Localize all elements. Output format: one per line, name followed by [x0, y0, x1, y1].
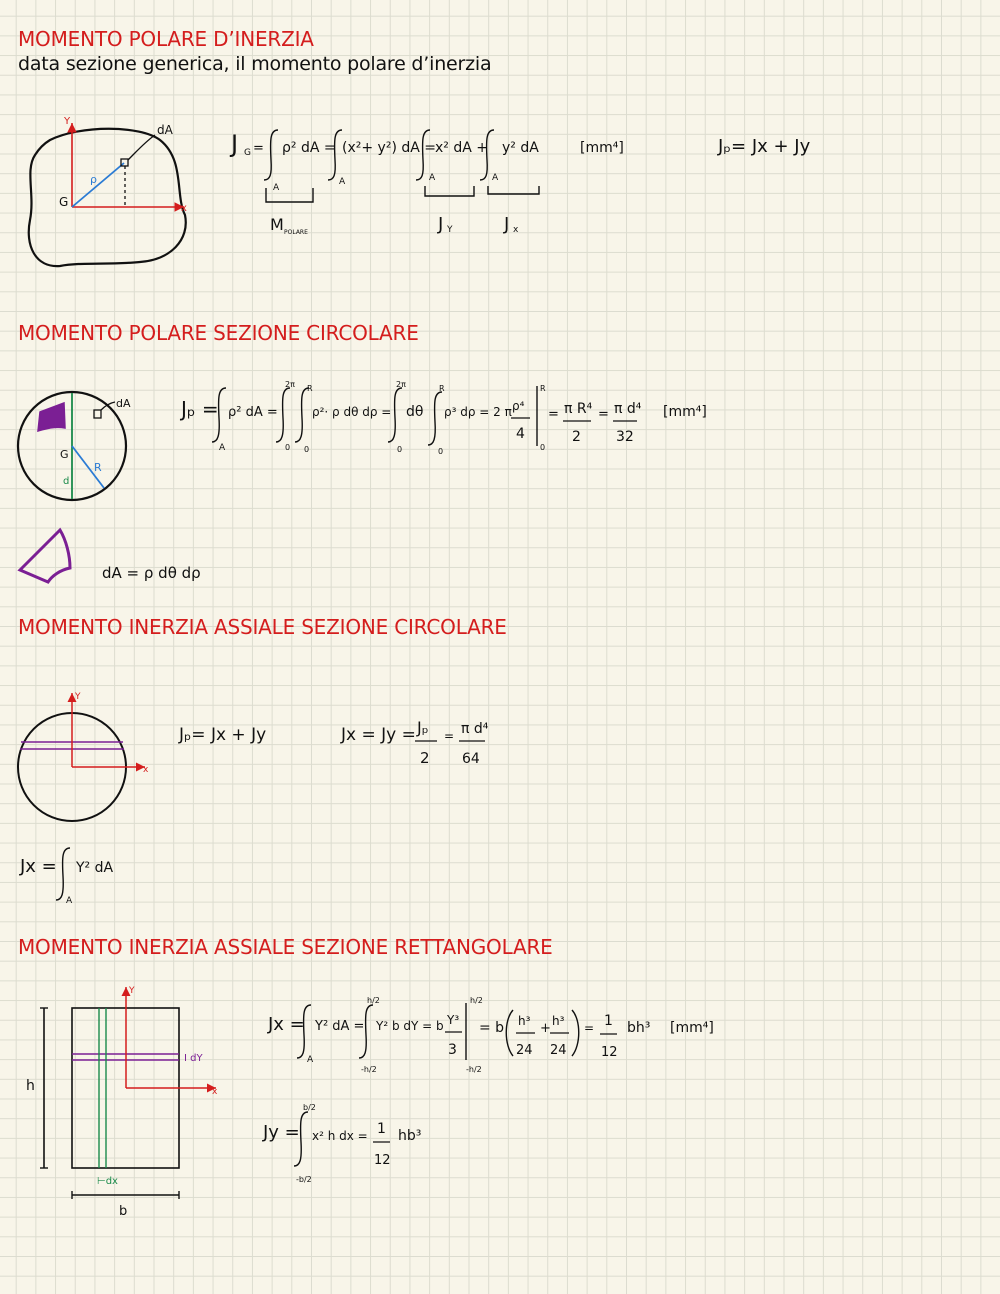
svg-text:0: 0: [438, 447, 444, 456]
svg-text:Y² b dY = b: Y² b dY = b: [376, 1019, 444, 1033]
svg-text:ρ³ dρ = 2 π: ρ³ dρ = 2 π: [444, 405, 512, 419]
svg-text:x² h dx =: x² h dx =: [312, 1129, 368, 1143]
svg-text:A: A: [66, 896, 73, 906]
axis-x-label: x: [181, 203, 187, 214]
svg-text:h/2: h/2: [367, 996, 380, 1005]
svg-text:A: A: [492, 173, 499, 183]
svg-text:h³: h³: [552, 1014, 565, 1028]
svg-text:=: =: [584, 1021, 595, 1035]
svg-text:12: 12: [601, 1045, 618, 1060]
svg-text:[mm⁴]: [mm⁴]: [580, 140, 624, 156]
axis-y-label: Y: [64, 116, 71, 127]
area-element-label: dA: [157, 123, 173, 137]
svg-text:Y: Y: [75, 692, 81, 702]
svg-text:Jₚ =: Jₚ =: [181, 397, 219, 421]
axial-circular-formula: [19, 718, 489, 906]
svg-text:Y: Y: [447, 225, 453, 235]
svg-text:Jx = Jy =: Jx = Jy =: [341, 725, 416, 745]
svg-text:-b/2: -b/2: [296, 1175, 312, 1184]
svg-text:h³: h³: [518, 1014, 531, 1028]
svg-text:=: =: [253, 141, 264, 156]
svg-text:2: 2: [420, 749, 430, 767]
svg-text:h/2: h/2: [470, 996, 483, 1005]
svg-text:POLARE: POLARE: [284, 229, 308, 236]
svg-text:A: A: [219, 443, 226, 453]
svg-text:ρ² dA =: ρ² dA =: [228, 405, 278, 420]
section-title-polar-moment: MOMENTO POLARE D’INERZIA: [18, 27, 314, 51]
svg-text:[mm⁴]: [mm⁴]: [663, 404, 707, 420]
svg-text:Jₚ: Jₚ: [417, 718, 429, 737]
svg-text:M: M: [270, 215, 284, 234]
svg-text:=: =: [548, 407, 559, 422]
svg-text:⊢dx: ⊢dx: [97, 1176, 118, 1187]
svg-text:(x²+ y²) dA =: (x²+ y²) dA =: [342, 140, 436, 156]
svg-text:ρ²· ρ dθ dρ =: ρ²· ρ dθ dρ =: [312, 405, 392, 419]
svg-text:bh³: bh³: [627, 1020, 651, 1036]
section-title-axial-circular: MOMENTO INERZIA ASSIALE SEZIONE CIRCOLARE: [18, 615, 507, 639]
svg-text:2π: 2π: [285, 380, 295, 389]
polar-circular-formula: [179, 380, 707, 456]
svg-text:= b: = b: [479, 1020, 505, 1036]
radius-label: ρ: [90, 173, 97, 186]
svg-text:Y² dA: Y² dA: [76, 860, 114, 876]
svg-text:4: 4: [516, 426, 525, 442]
area-element-definition: [20, 530, 201, 582]
svg-text:Jx =: Jx =: [268, 1014, 305, 1035]
axial-rectangular-formula-jx: [267, 996, 714, 1074]
svg-text:h: h: [26, 1078, 35, 1094]
svg-text:J: J: [504, 214, 510, 235]
svg-text:dA = ρ dθ dρ: dA = ρ dθ dρ: [102, 564, 201, 582]
section-title-axial-rectangular: MOMENTO INERZIA ASSIALE SEZIONE RETTANGOLARE: [18, 935, 553, 959]
svg-text:A: A: [273, 183, 280, 193]
svg-text:1: 1: [604, 1013, 613, 1029]
svg-text:d: d: [63, 476, 70, 487]
svg-text:R: R: [94, 461, 102, 474]
svg-text:ρ² dA =: ρ² dA =: [282, 140, 336, 156]
svg-text:0: 0: [397, 445, 403, 454]
svg-text:Y: Y: [129, 986, 135, 996]
svg-text:64: 64: [462, 751, 480, 767]
section-title-polar-circular: MOMENTO POLARE SEZIONE CIRCOLARE: [18, 321, 419, 345]
svg-text:π d⁴: π d⁴: [461, 721, 489, 737]
svg-text:x: x: [513, 225, 519, 235]
svg-text:Jₚ= Jx + Jy: Jₚ= Jx + Jy: [718, 136, 811, 157]
svg-text:R: R: [307, 384, 313, 393]
svg-text:-h/2: -h/2: [361, 1065, 377, 1074]
svg-text:2: 2: [572, 429, 581, 445]
svg-text:32: 32: [616, 429, 634, 445]
svg-text:-h/2: -h/2: [466, 1065, 482, 1074]
svg-text:Y³: Y³: [447, 1013, 460, 1027]
svg-text:Jy =: Jy =: [263, 1122, 300, 1143]
svg-text:π d⁴: π d⁴: [614, 401, 642, 417]
svg-text:G: G: [244, 148, 251, 158]
svg-text:A: A: [307, 1055, 314, 1065]
svg-text:A: A: [429, 173, 436, 183]
svg-text:A: A: [339, 177, 346, 187]
svg-text:y² dA: y² dA: [502, 140, 539, 156]
svg-text:x: x: [143, 765, 149, 775]
svg-text:J: J: [438, 214, 444, 235]
svg-text:x² dA +: x² dA +: [435, 140, 488, 156]
svg-text:b: b: [119, 1204, 128, 1219]
svg-text:b/2: b/2: [303, 1103, 316, 1112]
svg-text:R: R: [439, 384, 445, 393]
circular-section-diagram: [18, 392, 131, 500]
axial-circular-diagram: [18, 692, 149, 821]
svg-text:hb³: hb³: [398, 1128, 422, 1144]
svg-text:Y² dA =: Y² dA =: [315, 1019, 365, 1034]
svg-text:π R⁴: π R⁴: [564, 401, 593, 417]
svg-text:Jₚ= Jx + Jy: Jₚ= Jx + Jy: [179, 725, 267, 745]
svg-text:24: 24: [550, 1043, 567, 1058]
svg-text:=: =: [598, 407, 609, 422]
svg-text:3: 3: [448, 1042, 457, 1058]
svg-text:=: =: [444, 729, 455, 743]
svg-text:ρ⁴: ρ⁴: [512, 399, 525, 413]
svg-text:+: +: [540, 1021, 551, 1036]
svg-text:I dY: I dY: [184, 1053, 203, 1064]
centroid-label: G: [59, 195, 69, 209]
svg-text:J: J: [231, 130, 239, 158]
svg-text:[mm⁴]: [mm⁴]: [670, 1020, 714, 1036]
polar-moment-formula: [229, 130, 811, 236]
svg-text:0: 0: [304, 445, 310, 454]
svg-text:0: 0: [540, 443, 546, 452]
rectangular-section-diagram: [26, 986, 218, 1219]
svg-text:G: G: [60, 448, 69, 461]
axial-rectangular-formula-jy: [262, 1103, 421, 1184]
generic-section-diagram: [29, 116, 187, 266]
svg-text:0: 0: [285, 443, 291, 452]
section-subtitle: data sezione generica, il momento polare d’inerzia: [18, 53, 492, 75]
svg-text:R: R: [540, 384, 546, 393]
svg-text:dθ: dθ: [406, 404, 424, 420]
svg-text:Jx =: Jx =: [20, 856, 57, 877]
svg-text:2π: 2π: [396, 380, 406, 389]
svg-text:dA: dA: [116, 397, 131, 410]
svg-text:24: 24: [516, 1043, 533, 1058]
svg-text:12: 12: [374, 1153, 391, 1168]
svg-text:x: x: [212, 1087, 218, 1097]
svg-text:1: 1: [377, 1121, 386, 1137]
